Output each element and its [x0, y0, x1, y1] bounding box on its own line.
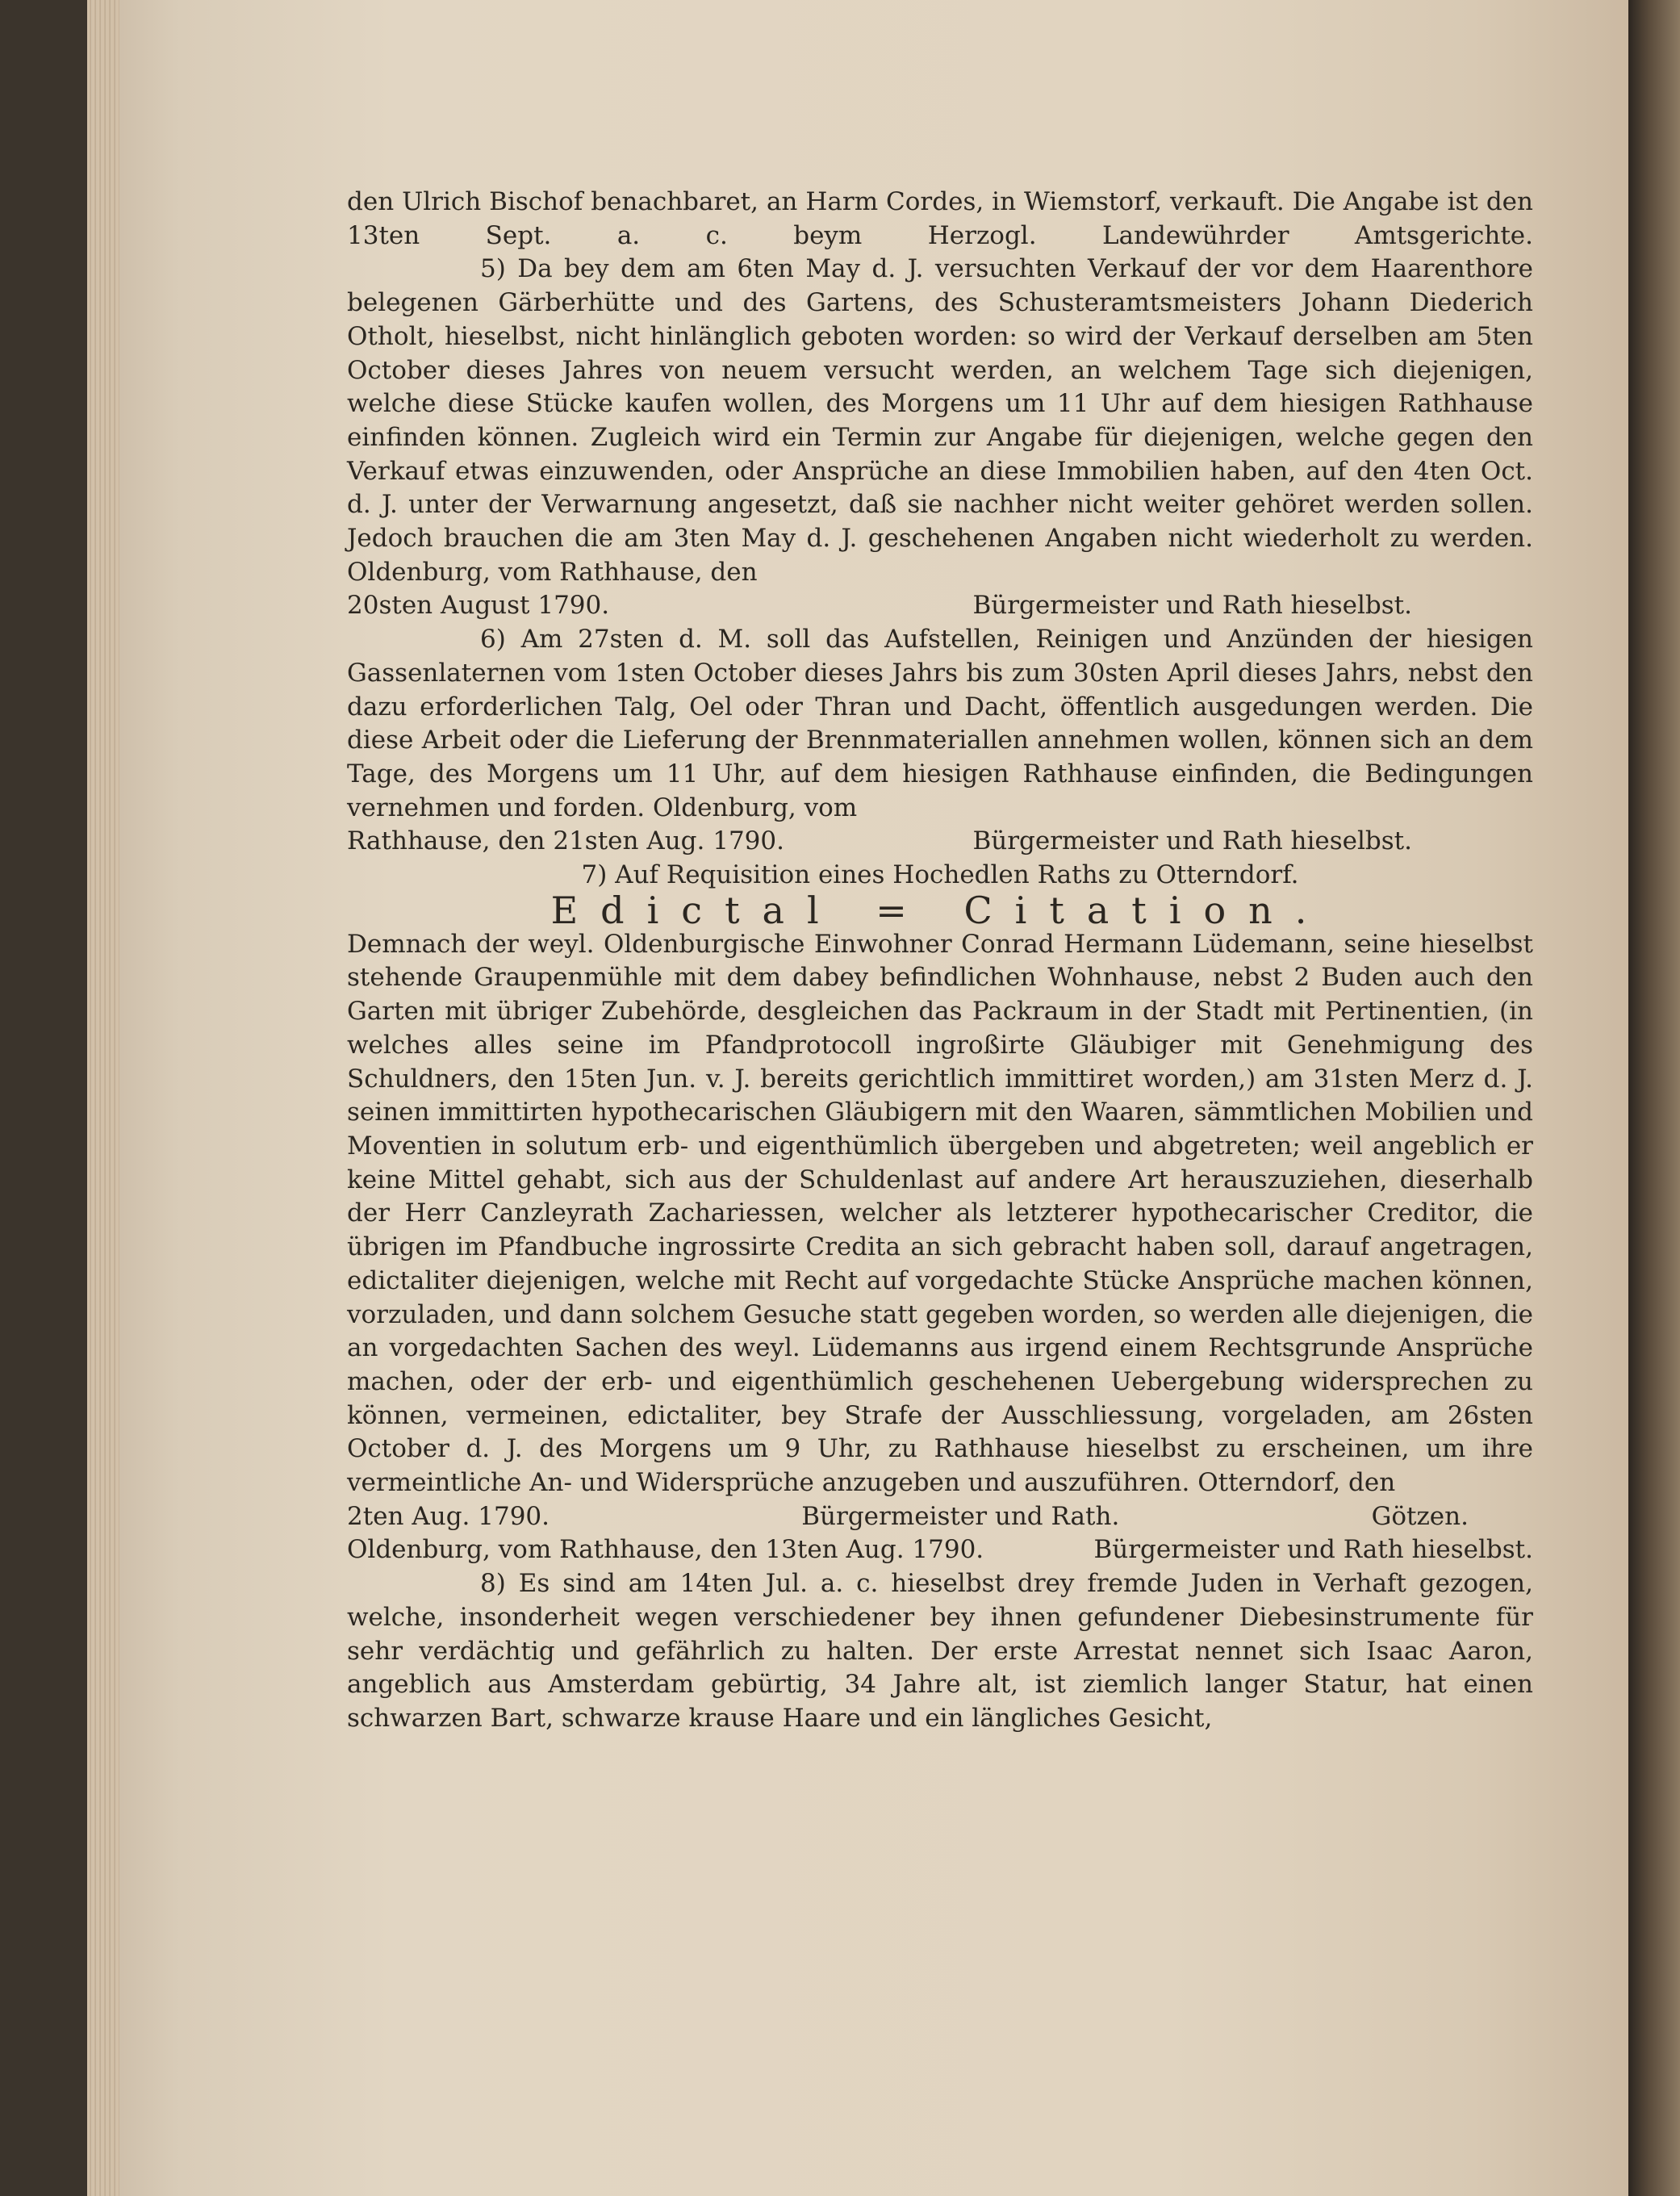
signatory: Bürgermeister und Rath hieselbst. — [972, 826, 1412, 856]
date-line: Rathhause, den 21sten Aug. 1790. — [347, 826, 784, 856]
page-edges — [87, 0, 119, 2196]
signatory-name: Götzen. — [1371, 1501, 1469, 1531]
paragraph-3-signature — [347, 825, 1533, 859]
signatory: Bürgermeister und Rath. — [801, 1501, 1120, 1531]
date-line: 20sten August 1790. — [347, 591, 610, 621]
paragraph-4-signature-2 — [347, 1533, 1533, 1567]
date-line: 2ten Aug. 1790. — [347, 1501, 550, 1531]
paragraph-5: 8) Es sind am 14ten Jul. a. c. hieselbst drey fremde Juden in Verhaft gezogen, welche, insonderheit wegen verschiedener bey ihnen gefundener Diebesinstrumente für sehr verdächtig und gefährlich zu halten. Der erste Arrestat nennet sich Isaac Aaron, angeblich aus Amsterdam gebürtig, 34 Jahre alt, ist ziemlich langer Statur, hat einen schwarzen Bart, schwarze krause Haare und ein längliches Gesicht, — [347, 1569, 1533, 1733]
adjacent-page-edge — [1628, 0, 1680, 2196]
section-title: Edictal = Citation. — [550, 888, 1330, 932]
paragraph-3: 6) Am 27sten d. M. soll das Aufstellen, Reinigen und Anzünden der hiesigen Gassenlaternen vom 1sten October dieses Jahrs bis zum 30sten April dieses Jahrs, nebst den dazu erforderlichen Talg, Oel oder Thran und Dacht, öffentlich ausgedungen werden. Die diese Arbeit oder die Lieferung der Brennmateriallen annehmen wollen, können sich an dem Tage, des Morgens um 11 Uhr, auf dem hiesigen Rathhause einfinden, die Bedingungen vernehmen und forden. Oldenburg, vom — [347, 625, 1533, 822]
paragraph-2-signature — [347, 589, 1533, 623]
paragraph-4: Demnach der weyl. Oldenburgische Einwohner Conrad Hermann Lüdemann, seine hieselbst stehende Graupenmühle mit dem dabey befindlichen Wohnhause, nebst 2 Buden auch den Garten mit übriger Zubehörde, desgleichen das Packraum in der Stadt mit Pertinentien, (in welches alles seine im Pfandprotocoll ingroßirte Gläubiger mit Genehmigung des Schuldners, den 15ten Jun. v. J. bereits gerichtlich immittiret worden,) am 31sten Merz d. J. seinen immittirten hypothecarischen Gläubigern mit den Waaren, sämmtlichen Mobilien und Moventien in solutum erb- und eigenthümlich übergeben und abgetreten; weil angeblich er keine Mittel gehabt, sich aus der Schuldenlast auf andere Art herauszuziehen, dieserhalb der Herr Canzleyrath Zachariessen, welcher als letzterer hypothecarischer Creditor, die übrigen im Pfandbuche ingrossirte Credita an sich gebracht haben soll, darauf angetragen, edictaliter diejenigen, welche mit Recht auf vorgedachte Stücke Ansprüche machen können, vorzuladen, und dann solchem Gesuche statt gegeben worden, so werden alle diejenigen, die an vorgedachten Sachen des weyl. Lüdemanns aus irgend einem Rechtsgrunde Ansprüche machen, oder der erb- und eigenthümlich geschehenen Uebergebung widersprechen zu können, vermeinen, edictaliter, bey Strafe der Ausschliessung, vorgeladen, am 26sten October d. J. des Morgens um 9 Uhr, zu Rathhause hieselbst zu erscheinen, um ihre vermeintliche An- und Widersprüche anzugeben und auszuführen. Otterndorf, den — [347, 929, 1533, 1498]
date-line: Oldenburg, vom Rathhause, den 13ten Aug. 1790. — [347, 1535, 984, 1565]
section-heading: 7) Auf Requisition eines Hochedlen Raths zu Otterndorf. — [581, 860, 1299, 890]
signatory: Bürgermeister und Rath hieselbst. — [972, 591, 1412, 621]
paragraph-4-signature — [347, 1500, 1533, 1534]
page-text — [347, 186, 1533, 1736]
paragraph-1: den Ulrich Bischof benachbaret, an Harm Cordes, in Wiemstorf, verkauft. Die Angabe ist den 13ten Sept. a. c. beym Herzogl. Landewührder Amtsgerichte. — [347, 187, 1533, 250]
signatory: Bürgermeister und Rath hieselbst. — [1093, 1535, 1533, 1565]
paragraph-2: 5) Da bey dem am 6ten May d. J. versuchten Verkauf der vor dem Haarenthore belegenen Gärberhütte und des Gartens, des Schusteramtsmeisters Johann Diederich Otholt, hieselbst, nicht hinlänglich geboten worden: so wird der Verkauf derselben am 5ten October dieses Jahres von neuem versucht werden, an welchem Tage sich diejenigen, welche diese Stücke kaufen wollen, des Morgens um 11 Uhr auf dem hiesigen Rathhause einfinden können. Zugleich wird ein Termin zur Angabe für diejenigen, welche gegen den Verkauf etwas einzuwenden, oder Ansprüche an diese Immobilien haben, auf den 4ten Oct. d. J. unter der Verwarnung angesetzt, daß sie nachher nicht weiter gehöret werden sollen. Jedoch brauchen die am 3ten May d. J. geschehenen Angaben nicht wiederholt zu werden. Oldenburg, vom Rathhause, den — [347, 254, 1533, 587]
